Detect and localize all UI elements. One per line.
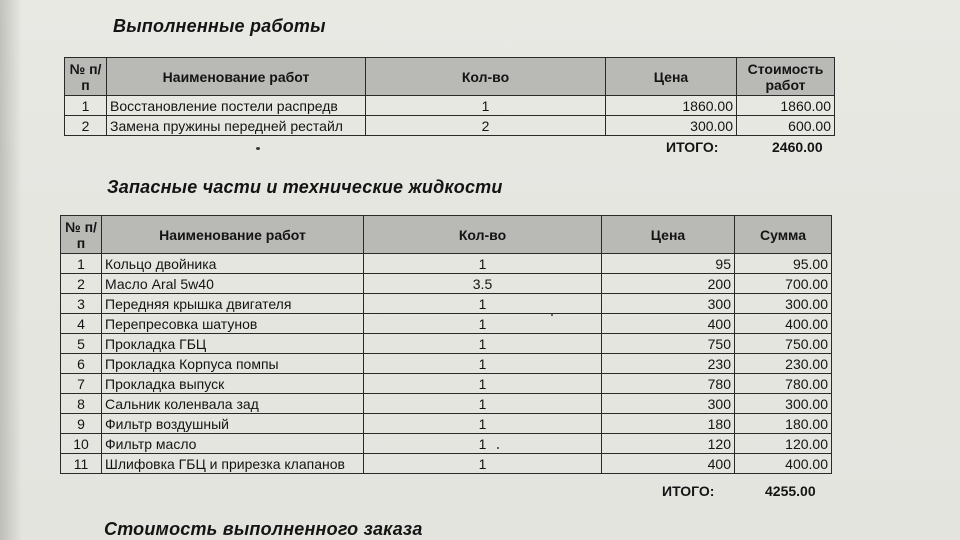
row-price: 180 xyxy=(602,414,735,434)
row-name: Фильтр масло xyxy=(102,434,364,454)
row-price: 400 xyxy=(602,454,735,474)
works-header-qty: Кол-во xyxy=(366,58,606,96)
parts-table-row xyxy=(61,254,832,274)
parts-table-row xyxy=(61,314,832,334)
row-qty: 1 xyxy=(364,374,602,394)
row-total: 180.00 xyxy=(735,414,832,434)
works-table-row xyxy=(65,116,835,136)
parts-table-row xyxy=(61,374,832,394)
row-price: 1860.00 xyxy=(606,96,737,116)
row-qty: 1 xyxy=(364,294,602,314)
row-num: 1 xyxy=(65,96,107,116)
row-num: 2 xyxy=(61,274,102,294)
row-price: 95 xyxy=(602,254,735,274)
row-total: 400.00 xyxy=(735,454,832,474)
works-header-name: Наименование работ xyxy=(107,58,366,96)
paper-speck xyxy=(497,447,499,449)
row-name: Шлифовка ГБЦ и прирезка клапанов xyxy=(102,454,364,474)
parts-table-row xyxy=(61,394,832,414)
row-price: 780 xyxy=(602,374,735,394)
row-price: 400 xyxy=(602,314,735,334)
works-section-title: Выполненные работы xyxy=(113,16,326,36)
row-total: 120.00 xyxy=(735,434,832,454)
row-total: 95.00 xyxy=(735,254,832,274)
row-name: Прокладка ГБЦ xyxy=(102,334,364,354)
parts-total-value: 4255.00 xyxy=(765,483,816,499)
row-num: 2 xyxy=(65,116,107,136)
row-num: 5 xyxy=(61,334,102,354)
parts-table-row xyxy=(61,434,832,454)
row-num: 10 xyxy=(61,434,102,454)
row-name: Передняя крышка двигателя xyxy=(102,294,364,314)
parts-table-row xyxy=(61,294,832,314)
works-header-total: Стоимость работ xyxy=(737,58,835,96)
row-total: 750.00 xyxy=(735,334,832,354)
row-qty: 3.5 xyxy=(364,274,602,294)
parts-table-row xyxy=(61,354,832,374)
parts-section-title: Запасные части и технические жидкости xyxy=(107,177,503,197)
parts-table-row xyxy=(61,454,832,474)
row-price: 120 xyxy=(602,434,735,454)
row-qty: 2 xyxy=(366,116,606,136)
paper-speck xyxy=(551,314,553,316)
row-num: 8 xyxy=(61,394,102,414)
row-price: 300 xyxy=(602,394,735,414)
row-total: 600.00 xyxy=(737,116,835,136)
parts-header-total: Сумма xyxy=(735,216,832,254)
row-qty: 1 xyxy=(364,434,602,454)
row-qty: 1 xyxy=(364,414,602,434)
row-qty: 1 xyxy=(364,254,602,274)
row-price: 200 xyxy=(602,274,735,294)
parts-header-name: Наименование работ xyxy=(102,216,364,254)
row-num: 6 xyxy=(61,354,102,374)
parts-header-row xyxy=(61,216,832,254)
row-name: Прокладка Корпуса помпы xyxy=(102,354,364,374)
row-total: 780.00 xyxy=(735,374,832,394)
row-price: 300 xyxy=(602,294,735,314)
works-total-label: ИТОГО: xyxy=(666,139,719,155)
row-qty: 1 xyxy=(364,314,602,334)
parts-header-num: № п/п xyxy=(61,216,102,254)
row-qty: 1 xyxy=(364,454,602,474)
row-name: Восстановление постели распредв xyxy=(107,96,366,116)
order-section-title: Стоимость выполненного заказа xyxy=(104,519,423,539)
row-qty: 1 xyxy=(366,96,606,116)
row-num: 1 xyxy=(61,254,102,274)
row-total: 230.00 xyxy=(735,354,832,374)
row-price: 300.00 xyxy=(606,116,737,136)
works-table xyxy=(64,57,835,136)
row-total: 300.00 xyxy=(735,394,832,414)
row-num: 7 xyxy=(61,374,102,394)
works-total-value: 2460.00 xyxy=(772,139,823,155)
works-header-price: Цена xyxy=(606,58,737,96)
parts-header-qty: Кол-во xyxy=(364,216,602,254)
row-qty: 1 xyxy=(364,394,602,414)
row-name: Фильтр воздушный xyxy=(102,414,364,434)
row-total: 700.00 xyxy=(735,274,832,294)
row-qty: 1 xyxy=(364,354,602,374)
works-header-num: № п/п xyxy=(65,58,107,96)
row-qty: 1 xyxy=(364,334,602,354)
parts-table-body xyxy=(61,254,832,474)
row-name: Замена пружины передней рестайл xyxy=(107,116,366,136)
row-num: 11 xyxy=(61,454,102,474)
row-name: Масло Aral 5w40 xyxy=(102,274,364,294)
row-total: 1860.00 xyxy=(737,96,835,116)
row-price: 750 xyxy=(602,334,735,354)
parts-header-price: Цена xyxy=(602,216,735,254)
row-num: 4 xyxy=(61,314,102,334)
row-num: 9 xyxy=(61,414,102,434)
row-name: Сальник коленвала зад xyxy=(102,394,364,414)
row-price: 230 xyxy=(602,354,735,374)
row-total: 300.00 xyxy=(735,294,832,314)
parts-table-row xyxy=(61,274,832,294)
row-name: Кольцо двойника xyxy=(102,254,364,274)
parts-total-label: ИТОГО: xyxy=(662,483,715,499)
row-name: Прокладка выпуск xyxy=(102,374,364,394)
parts-table xyxy=(60,215,832,474)
paper-speck xyxy=(256,147,260,150)
parts-table-row xyxy=(61,414,832,434)
page-shadow xyxy=(0,0,22,540)
works-table-row xyxy=(65,96,835,116)
parts-table-row xyxy=(61,334,832,354)
row-num: 3 xyxy=(61,294,102,314)
row-total: 400.00 xyxy=(735,314,832,334)
works-header-row xyxy=(65,58,835,96)
row-name: Перепресовка шатунов xyxy=(102,314,364,334)
